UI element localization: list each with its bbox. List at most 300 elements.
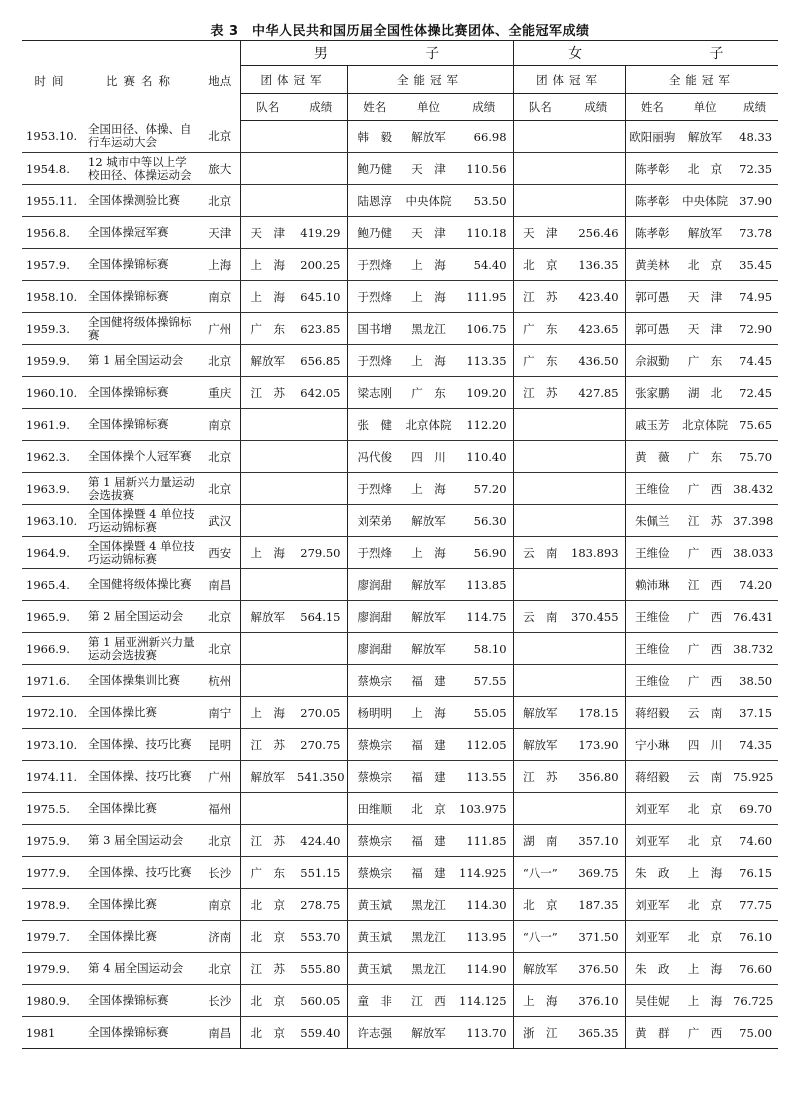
cell-men-unit: 解放军 xyxy=(402,121,455,153)
cell-women-team: 湖 南 xyxy=(513,825,567,857)
cell-date: 1975.9. xyxy=(22,825,82,857)
cell-men-team xyxy=(240,569,295,601)
cell-men-name: 蔡焕宗 xyxy=(347,857,402,889)
cell-women-score: 73.78 xyxy=(731,217,778,249)
cell-women-team: 江 苏 xyxy=(513,377,567,409)
cell-event: 全国体操、技巧比赛 xyxy=(82,857,200,889)
cell-women-name: 蒋绍毅 xyxy=(625,697,679,729)
table-row xyxy=(22,473,778,505)
cell-men-score: 114.30 xyxy=(455,889,513,921)
cell-women-unit: 云 南 xyxy=(679,697,731,729)
cell-men-score: 113.55 xyxy=(455,761,513,793)
cell-men-team xyxy=(240,665,295,697)
cell-men-score: 54.40 xyxy=(455,249,513,281)
cell-place: 北京 xyxy=(200,825,240,857)
cell-women-name: 郭可愚 xyxy=(625,281,679,313)
cell-women-score: 72.90 xyxy=(731,313,778,345)
cell-place: 北京 xyxy=(200,121,240,153)
cell-event: 第 3 届全国运动会 xyxy=(82,825,200,857)
cell-women-team-score: 423.65 xyxy=(567,313,625,345)
cell-men-score: 112.20 xyxy=(455,409,513,441)
cell-men-team: 解放军 xyxy=(240,601,295,633)
cell-women-team-score: 178.15 xyxy=(567,697,625,729)
cell-women-score: 75.925 xyxy=(731,761,778,793)
cell-women-team: 解放军 xyxy=(513,953,567,985)
cell-men-score: 58.10 xyxy=(455,633,513,665)
header-men-team-score: 成绩 xyxy=(295,94,347,121)
cell-men-score: 57.20 xyxy=(455,473,513,505)
table-row xyxy=(22,1017,778,1049)
cell-men-team xyxy=(240,185,295,217)
cell-men-name: 于烈烽 xyxy=(347,537,402,569)
cell-men-team-score xyxy=(295,153,347,185)
cell-women-unit: 江 苏 xyxy=(679,505,731,537)
cell-women-score: 74.95 xyxy=(731,281,778,313)
cell-men-team: 江 苏 xyxy=(240,729,295,761)
cell-date: 1965.9. xyxy=(22,601,82,633)
cell-women-team-score: 187.35 xyxy=(567,889,625,921)
cell-men-team: 江 苏 xyxy=(240,377,295,409)
cell-women-unit: 北 京 xyxy=(679,249,731,281)
cell-women-team-score xyxy=(567,185,625,217)
cell-men-team-score xyxy=(295,633,347,665)
cell-event: 全国体操个人冠军赛 xyxy=(82,441,200,473)
cell-men-score: 113.35 xyxy=(455,345,513,377)
cell-women-name: 黄 薇 xyxy=(625,441,679,473)
cell-women-team-score: 423.40 xyxy=(567,281,625,313)
cell-men-unit: 福 建 xyxy=(402,665,455,697)
cell-date: 1964.9. xyxy=(22,537,82,569)
table-title: 表 3 中华人民共和国历届全国性体操比赛团体、全能冠军成绩 xyxy=(210,24,590,39)
cell-men-name: 国书增 xyxy=(347,313,402,345)
cell-date: 1959.9. xyxy=(22,345,82,377)
cell-women-name: 黄美林 xyxy=(625,249,679,281)
cell-men-unit: 解放军 xyxy=(402,601,455,633)
cell-women-name: 刘亚军 xyxy=(625,793,679,825)
cell-place: 北京 xyxy=(200,473,240,505)
cell-women-team xyxy=(513,569,567,601)
cell-men-unit: 福 建 xyxy=(402,761,455,793)
cell-women-name: 郭可愚 xyxy=(625,313,679,345)
cell-women-name: 王维俭 xyxy=(625,665,679,697)
table-body xyxy=(22,121,778,1049)
cell-men-name: 鲍乃健 xyxy=(347,153,402,185)
cell-men-team xyxy=(240,121,295,153)
header-place: 地点 xyxy=(200,41,240,121)
cell-women-score: 74.60 xyxy=(731,825,778,857)
cell-women-team: 北 京 xyxy=(513,249,567,281)
table-row xyxy=(22,857,778,889)
cell-women-unit: 北 京 xyxy=(679,825,731,857)
cell-event: 全国体操比赛 xyxy=(82,921,200,953)
cell-place: 北京 xyxy=(200,953,240,985)
cell-men-name: 张 健 xyxy=(347,409,402,441)
cell-men-score: 109.20 xyxy=(455,377,513,409)
cell-event: 全国田径、体操、自行车运动大会 xyxy=(82,121,200,153)
cell-women-name: 王维俭 xyxy=(625,473,679,505)
cell-women-team-score xyxy=(567,441,625,473)
cell-men-team-score: 419.29 xyxy=(295,217,347,249)
cell-women-team-score: 365.35 xyxy=(567,1017,625,1049)
cell-men-team-score xyxy=(295,793,347,825)
cell-women-unit: 广 西 xyxy=(679,473,731,505)
cell-event: 全国体操锦标赛 xyxy=(82,985,200,1017)
cell-event: 第 4 届全国运动会 xyxy=(82,953,200,985)
cell-men-team-score xyxy=(295,569,347,601)
cell-women-score: 74.45 xyxy=(731,345,778,377)
cell-men-team: 北 京 xyxy=(250,1025,285,1040)
cell-women-score: 37.90 xyxy=(731,185,778,217)
cell-men-team-score xyxy=(295,473,347,505)
header-women-team-score: 成绩 xyxy=(567,94,625,121)
cell-women-team-score xyxy=(567,121,625,153)
cell-men-team: 天 津 xyxy=(240,217,295,249)
cell-women-unit: 广 西 xyxy=(679,601,731,633)
cell-event: 全国体操测验比赛 xyxy=(82,185,200,217)
cell-event: 第 1 届亚洲新兴力量运动会选拔赛 xyxy=(82,633,200,665)
cell-men-score: 114.75 xyxy=(455,601,513,633)
table-row xyxy=(22,569,778,601)
cell-men-score: 56.30 xyxy=(455,505,513,537)
champions-table xyxy=(22,40,778,1049)
cell-men-score: 56.90 xyxy=(455,537,513,569)
cell-men-team xyxy=(240,473,295,505)
cell-women-score: 38.732 xyxy=(731,633,778,665)
cell-men-score: 53.50 xyxy=(455,185,513,217)
cell-women-team xyxy=(513,633,567,665)
cell-date: 1963.9. xyxy=(22,473,82,505)
cell-women-team xyxy=(513,473,567,505)
cell-women-score: 75.00 xyxy=(739,1025,773,1040)
cell-date: 1965.4. xyxy=(22,569,82,601)
cell-men-name: 于烈烽 xyxy=(347,473,402,505)
cell-men-score: 57.55 xyxy=(455,665,513,697)
cell-women-unit: 北 京 xyxy=(679,921,731,953)
cell-men-score: 66.98 xyxy=(455,121,513,153)
cell-men-score: 114.90 xyxy=(455,953,513,985)
cell-men-score: 112.05 xyxy=(455,729,513,761)
cell-women-name: 刘亚军 xyxy=(625,889,679,921)
cell-men-unit: 解放军 xyxy=(402,569,455,601)
cell-men-unit: 天 津 xyxy=(402,153,455,185)
cell-event: 第 1 届全国运动会 xyxy=(82,345,200,377)
cell-men-score: 114.925 xyxy=(455,857,513,889)
table-row xyxy=(22,441,778,473)
cell-women-team: 江 苏 xyxy=(513,761,567,793)
cell-date: 1963.10. xyxy=(22,505,82,537)
cell-women-team-score: 376.10 xyxy=(567,985,625,1017)
cell-men-unit: 上 海 xyxy=(402,249,455,281)
cell-event: 全国体操比赛 xyxy=(82,889,200,921)
cell-women-team-score: 256.46 xyxy=(567,217,625,249)
cell-women-name: 欧阳丽驹 xyxy=(625,121,679,153)
header-women-a: 女 xyxy=(568,46,583,62)
cell-women-unit: 上 海 xyxy=(679,857,731,889)
cell-event: 全国体操锦标赛 xyxy=(82,249,200,281)
cell-place: 西安 xyxy=(200,537,240,569)
cell-place: 昆明 xyxy=(200,729,240,761)
cell-women-team-score xyxy=(567,793,625,825)
cell-men-team: 上 海 xyxy=(240,537,295,569)
header-men-allround: 全能冠军 xyxy=(347,66,513,94)
cell-women-name: 吴佳妮 xyxy=(625,985,679,1017)
cell-men-unit: 解放军 xyxy=(402,633,455,665)
table-row xyxy=(22,953,778,985)
cell-women-unit: 上 海 xyxy=(679,953,731,985)
header-time: 时间 xyxy=(34,73,70,88)
table-row xyxy=(22,217,778,249)
cell-women-unit: 云 南 xyxy=(679,761,731,793)
cell-men-team: 解放军 xyxy=(240,761,295,793)
table-row xyxy=(22,281,778,313)
cell-men-score: 113.95 xyxy=(455,921,513,953)
cell-men-unit: 福 建 xyxy=(402,729,455,761)
cell-men-score: 103.975 xyxy=(455,793,513,825)
cell-place: 北京 xyxy=(200,185,240,217)
cell-women-name: 赖沛琳 xyxy=(625,569,679,601)
cell-date: 1957.9. xyxy=(22,249,82,281)
cell-place: 北京 xyxy=(200,633,240,665)
cell-women-team-score xyxy=(567,633,625,665)
cell-men-score: 111.85 xyxy=(455,825,513,857)
cell-women-unit: 江 西 xyxy=(679,569,731,601)
cell-date: 1961.9. xyxy=(22,409,82,441)
cell-men-team-score xyxy=(295,441,347,473)
cell-women-unit: 北 京 xyxy=(679,153,731,185)
cell-women-score: 76.15 xyxy=(731,857,778,889)
cell-date: 1978.9. xyxy=(22,889,82,921)
cell-women-team xyxy=(513,185,567,217)
header-men-b: 子 xyxy=(425,46,440,62)
cell-place: 福州 xyxy=(200,793,240,825)
cell-place: 南京 xyxy=(200,409,240,441)
cell-women-team-score: 173.90 xyxy=(567,729,625,761)
cell-women-name: 王维俭 xyxy=(625,633,679,665)
cell-date: 1981 xyxy=(26,1025,56,1040)
cell-women-score: 76.725 xyxy=(731,985,778,1017)
cell-men-unit: 北京体院 xyxy=(402,409,455,441)
cell-men-score: 110.56 xyxy=(455,153,513,185)
cell-men-unit: 解放军 xyxy=(411,1025,446,1040)
header-men-team: 团体冠军 xyxy=(240,66,347,94)
table-row xyxy=(22,921,778,953)
cell-women-unit: 解放军 xyxy=(679,217,731,249)
cell-men-name: 陆恩淳 xyxy=(347,185,402,217)
cell-women-score: 38.033 xyxy=(731,537,778,569)
cell-women-team xyxy=(513,121,567,153)
cell-men-team xyxy=(240,409,295,441)
cell-women-score: 76.10 xyxy=(731,921,778,953)
cell-women-name: 张家鹏 xyxy=(625,377,679,409)
cell-women-unit: 广 西 xyxy=(679,537,731,569)
table-row xyxy=(22,345,778,377)
cell-event: 第 1 届新兴力量运动会选拔赛 xyxy=(82,473,200,505)
header-women-team: 团体冠军 xyxy=(513,66,625,94)
cell-event: 全国体操、技巧比赛 xyxy=(82,729,200,761)
cell-men-unit: 北 京 xyxy=(402,793,455,825)
cell-men-team-score: 200.25 xyxy=(295,249,347,281)
cell-men-unit: 天 津 xyxy=(402,217,455,249)
cell-women-name: 陈孝彰 xyxy=(625,153,679,185)
cell-women-score: 37.398 xyxy=(731,505,778,537)
table-row xyxy=(22,825,778,857)
cell-place: 南宁 xyxy=(200,697,240,729)
cell-women-team: 北 京 xyxy=(513,889,567,921)
header-women-score: 成绩 xyxy=(731,94,778,121)
cell-men-score: 110.18 xyxy=(455,217,513,249)
header-women-unit: 单位 xyxy=(679,94,731,121)
cell-women-unit: 广 东 xyxy=(679,441,731,473)
cell-men-team-score xyxy=(295,121,347,153)
cell-men-team-score: 551.15 xyxy=(295,857,347,889)
cell-women-score: 48.33 xyxy=(731,121,778,153)
cell-women-team-score xyxy=(567,505,625,537)
cell-place: 旅大 xyxy=(200,153,240,185)
cell-women-team-score: 376.50 xyxy=(567,953,625,985)
cell-women-unit: 广 西 xyxy=(679,665,731,697)
cell-men-team xyxy=(240,153,295,185)
cell-event: 全国体操冠军赛 xyxy=(82,217,200,249)
cell-men-team xyxy=(240,793,295,825)
cell-event: 全国体操锦标赛 xyxy=(82,409,200,441)
cell-event: 12 城市中等以上学校田径、体操运动会 xyxy=(82,153,200,185)
cell-men-score: 55.05 xyxy=(455,697,513,729)
cell-men-score: 114.125 xyxy=(455,985,513,1017)
header-women-allround: 全能冠军 xyxy=(625,66,778,94)
cell-men-unit: 四 川 xyxy=(402,441,455,473)
cell-place: 重庆 xyxy=(200,377,240,409)
cell-men-team-score: 564.15 xyxy=(295,601,347,633)
cell-women-name: 刘亚军 xyxy=(625,825,679,857)
cell-women-name: 戚玉芳 xyxy=(625,409,679,441)
cell-men-unit: 上 海 xyxy=(402,537,455,569)
cell-women-team xyxy=(513,409,567,441)
cell-men-team: 北 京 xyxy=(240,921,295,953)
cell-men-name: 蔡焕宗 xyxy=(347,729,402,761)
cell-women-unit: 北 京 xyxy=(679,793,731,825)
cell-date: 1953.10. xyxy=(22,121,82,153)
cell-event: 全国体操暨 4 单位技巧运动锦标赛 xyxy=(82,505,200,537)
cell-men-score: 111.95 xyxy=(455,281,513,313)
table-row xyxy=(22,153,778,185)
cell-men-team-score: 270.05 xyxy=(295,697,347,729)
cell-men-unit: 黑龙江 xyxy=(402,313,455,345)
table-row xyxy=(22,665,778,697)
cell-date: 1966.9. xyxy=(22,633,82,665)
cell-place: 南昌 xyxy=(200,569,240,601)
table-row xyxy=(22,697,778,729)
cell-men-team xyxy=(240,441,295,473)
cell-men-name: 杨明明 xyxy=(347,697,402,729)
header-women xyxy=(513,41,778,66)
cell-men-team: 上 海 xyxy=(240,249,295,281)
cell-women-unit: 广 西 xyxy=(679,633,731,665)
cell-men-team-score: 424.40 xyxy=(295,825,347,857)
cell-date: 1973.10. xyxy=(22,729,82,761)
cell-men-unit: 上 海 xyxy=(402,697,455,729)
cell-men-team: 江 苏 xyxy=(240,825,295,857)
cell-men-team-score xyxy=(295,665,347,697)
cell-men-team: 广 东 xyxy=(240,313,295,345)
cell-men-name: 刘荣弟 xyxy=(347,505,402,537)
cell-men-team-score: 278.75 xyxy=(295,889,347,921)
cell-men-unit: 解放军 xyxy=(402,505,455,537)
cell-women-name: 王维俭 xyxy=(625,601,679,633)
cell-women-name: 刘亚军 xyxy=(625,921,679,953)
cell-men-name: 韩 毅 xyxy=(347,121,402,153)
cell-women-name: 朱 政 xyxy=(625,857,679,889)
cell-women-unit: 四 川 xyxy=(679,729,731,761)
cell-men-name: 廖润甜 xyxy=(347,633,402,665)
cell-place: 南京 xyxy=(200,889,240,921)
cell-women-name: 蒋绍毅 xyxy=(625,761,679,793)
cell-women-team-score xyxy=(567,409,625,441)
cell-men-name: 鲍乃健 xyxy=(347,217,402,249)
cell-men-name: 蔡焕宗 xyxy=(347,665,402,697)
cell-men-team-score: 623.85 xyxy=(295,313,347,345)
cell-place: 广州 xyxy=(200,761,240,793)
table-row xyxy=(22,889,778,921)
cell-women-name: 佘淑勤 xyxy=(625,345,679,377)
cell-women-score: 74.35 xyxy=(731,729,778,761)
cell-women-name: 朱 政 xyxy=(625,953,679,985)
header-women-b: 子 xyxy=(709,46,724,62)
cell-date: 1975.5. xyxy=(22,793,82,825)
cell-place: 北京 xyxy=(200,345,240,377)
cell-women-unit: 解放军 xyxy=(679,121,731,153)
cell-men-name: 廖润甜 xyxy=(347,569,402,601)
cell-women-name: 王维俭 xyxy=(625,537,679,569)
table-row xyxy=(22,793,778,825)
cell-men-unit: 黑龙江 xyxy=(402,921,455,953)
cell-women-score: 72.35 xyxy=(731,153,778,185)
cell-men-team-score: 553.70 xyxy=(295,921,347,953)
cell-women-team xyxy=(513,441,567,473)
cell-date: 1977.9. xyxy=(22,857,82,889)
cell-women-team-score: 436.50 xyxy=(567,345,625,377)
cell-men-name: 童 非 xyxy=(347,985,402,1017)
cell-men-name: 冯代俊 xyxy=(347,441,402,473)
cell-men-team-score: 642.05 xyxy=(295,377,347,409)
cell-women-score: 38.50 xyxy=(731,665,778,697)
cell-men-team: 江 苏 xyxy=(240,953,295,985)
cell-women-unit: 中央体院 xyxy=(679,185,731,217)
cell-women-score: 38.432 xyxy=(731,473,778,505)
cell-men-unit: 江 西 xyxy=(402,985,455,1017)
cell-women-team: 江 苏 xyxy=(513,281,567,313)
cell-men-team-score: 656.85 xyxy=(295,345,347,377)
cell-event: 全国体操比赛 xyxy=(82,697,200,729)
cell-men-team-score: 559.40 xyxy=(295,1017,347,1049)
cell-men-team: 北 京 xyxy=(240,889,295,921)
table-row xyxy=(22,409,778,441)
cell-women-team-score xyxy=(567,153,625,185)
cell-event: 全国健将级体操锦标赛 xyxy=(82,313,200,345)
table-row xyxy=(22,537,778,569)
cell-event: 全国体操锦标赛 xyxy=(88,1025,169,1039)
cell-women-team: “八一” xyxy=(513,921,567,953)
cell-men-unit: 福 建 xyxy=(402,825,455,857)
cell-women-team: 广 东 xyxy=(513,345,567,377)
cell-men-name: 于烈烽 xyxy=(347,281,402,313)
cell-women-team: 浙 江 xyxy=(523,1025,558,1040)
table-row xyxy=(22,505,778,537)
cell-place: 长沙 xyxy=(200,857,240,889)
cell-date: 1974.11. xyxy=(22,761,82,793)
table-row xyxy=(22,985,778,1017)
cell-women-score: 72.45 xyxy=(731,377,778,409)
cell-women-team-score: 183.893 xyxy=(567,537,625,569)
